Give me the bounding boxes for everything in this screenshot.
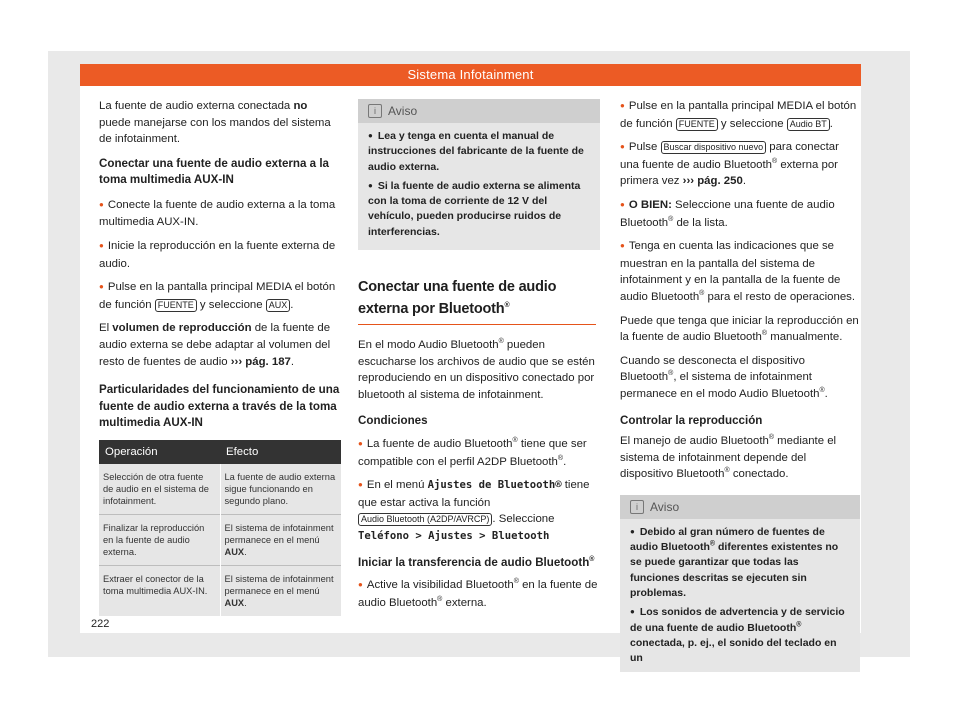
bullet-select-aux: ● Pulse en la pantalla principal MEDIA el botón de función FUENTE y seleccione AUX . [99, 279, 342, 313]
bullet-select-bt: ● Pulse en la pantalla principal MEDIA el botón de función FUENTE y seleccione Audio BT . [620, 98, 860, 132]
intro-paragraph: La fuente de audio externa conectada no puede manejarse con los mandos del sistema de infotainment. [99, 100, 331, 146]
bt-intro-paragraph: En el modo Audio Bluetooth® pueden escucharse los archivos de audio que se estén reproduciendo en un dispositivo conectado por bluetooth al sistema de infotainment. [358, 338, 595, 401]
fuente-button: FUENTE [155, 299, 197, 312]
notice-box [358, 99, 600, 250]
aux-button: AUX [266, 299, 291, 312]
table-row: Finalizar la reproducción en la fuente de audio externa. El sistema de infotainment permanece en el menú AUX. [99, 515, 341, 566]
bullet-or-select: ● O BIEN: Seleccione una fuente de audio Bluetooth® de la lista. [620, 197, 860, 231]
notice-title: Aviso [650, 499, 680, 514]
search-new-device-button: Buscar dispositivo nuevo [661, 141, 767, 154]
bullet-visibility: ● Active la visibilidad Bluetooth® en la fuente de audio Bluetooth® externa. [358, 577, 601, 611]
bullet-connect: ● Conecte la fuente de audio externa a la toma multimedia AUX-IN. [99, 197, 342, 231]
section-title: Conectar una fuente de audio externa por Bluetooth® [358, 276, 596, 325]
notice-item: ● Lea y tenga en cuenta el manual de instrucciones del fabricante de la fuente de audio externa. [368, 129, 590, 175]
bullet-search-device: ● Pulse Buscar dispositivo nuevo para conectar una fuente de audio Bluetooth® externa por primera vez ››› pág. 250. [620, 139, 860, 190]
info-icon: i [368, 104, 382, 118]
table-header-operation: Operación [99, 440, 220, 464]
disconnect-paragraph: Cuando se desconecta el dispositivo Bluetooth®, el sistema de infotainment permanece en el modo Audio Bluetooth®. [620, 354, 828, 400]
table-row: Extraer el conector de la toma multimedia AUX-IN. El sistema de infotainment permanece en el menú AUX. [99, 566, 341, 616]
volume-paragraph: El volumen de reproducción de la fuente de audio externa se debe adaptar al volumen del resto de fuentes de audio ››› pág. 187. [99, 322, 331, 368]
heading-aux-connect: Conectar una fuente de audio externa a la toma multimedia AUX-IN [99, 156, 330, 187]
chapter-header: Sistema Infotainment [80, 64, 861, 86]
audio-bluetooth-button: Audio Bluetooth (A2DP/AVRCP) [358, 513, 492, 526]
heading-aux-particularities: Particularidades del funcionamiento de una fuente de audio externa a través de la toma multimedia AUX-IN [99, 383, 340, 430]
start-transfer-heading: Iniciar la transferencia de audio Bluetooth® [358, 555, 595, 569]
notice-item: ● Los sonidos de advertencia y de servicio de una fuente de audio Bluetooth® conectada, p. ej., el sonido del teclado en un [630, 605, 850, 666]
control-heading: Controlar la reproducción [620, 413, 763, 427]
control-paragraph: El manejo de audio Bluetooth® mediante el sistema de infotainment depende del dispositivo Bluetooth® conectado. [620, 434, 837, 481]
bullet-instructions: ● Tenga en cuenta las indicaciones que se muestran en la pantalla del sistema de infotainment y en la pantalla de la fuente de audio Bluetooth® para el resto de operaciones. [620, 238, 860, 305]
notice-box [620, 495, 860, 673]
column-middle [358, 99, 601, 618]
notice-item: ● Debido al gran número de fuentes de audio Bluetooth® diferentes existentes no se puede garantizar que todas las funciones descritas se ejecuten sin problemas. [630, 525, 850, 601]
manual-start-paragraph: Puede que tenga que iniciar la reproducción en la fuente de audio Bluetooth® manualmente. [620, 314, 859, 344]
audio-bt-button: Audio BT [787, 118, 830, 131]
notice-item: ● Si la fuente de audio externa se alimenta con la toma de corriente de 12 V del vehículo, pueden producirse ruidos de interferencias. [368, 179, 590, 240]
condition-menu: ● En el menú Ajustes de Bluetooth® tiene que estar activa la función Audio Bluetooth (A2DP/AVRCP) . Seleccione Teléfono > Ajustes > Bluetooth [358, 477, 601, 544]
notice-title: Aviso [388, 104, 418, 118]
info-icon: i [630, 500, 644, 514]
bullet-start: ● Inicie la reproducción en la fuente externa de audio. [99, 238, 342, 272]
operations-table [99, 440, 341, 616]
fuente-button: FUENTE [676, 118, 718, 131]
conditions-heading: Condiciones [358, 414, 428, 428]
column-right [620, 98, 860, 672]
table-row: Selección de otra fuente de audio en el sistema de infotainment. La fuente de audio externa sigue funcionando en segundo plano. [99, 464, 341, 515]
page-number: 222 [91, 618, 110, 630]
column-left [99, 98, 342, 616]
table-header-effect: Efecto [220, 440, 341, 464]
condition-a2dp: ● La fuente de audio Bluetooth® tiene que ser compatible con el perfil A2DP Bluetooth®. [358, 436, 601, 470]
